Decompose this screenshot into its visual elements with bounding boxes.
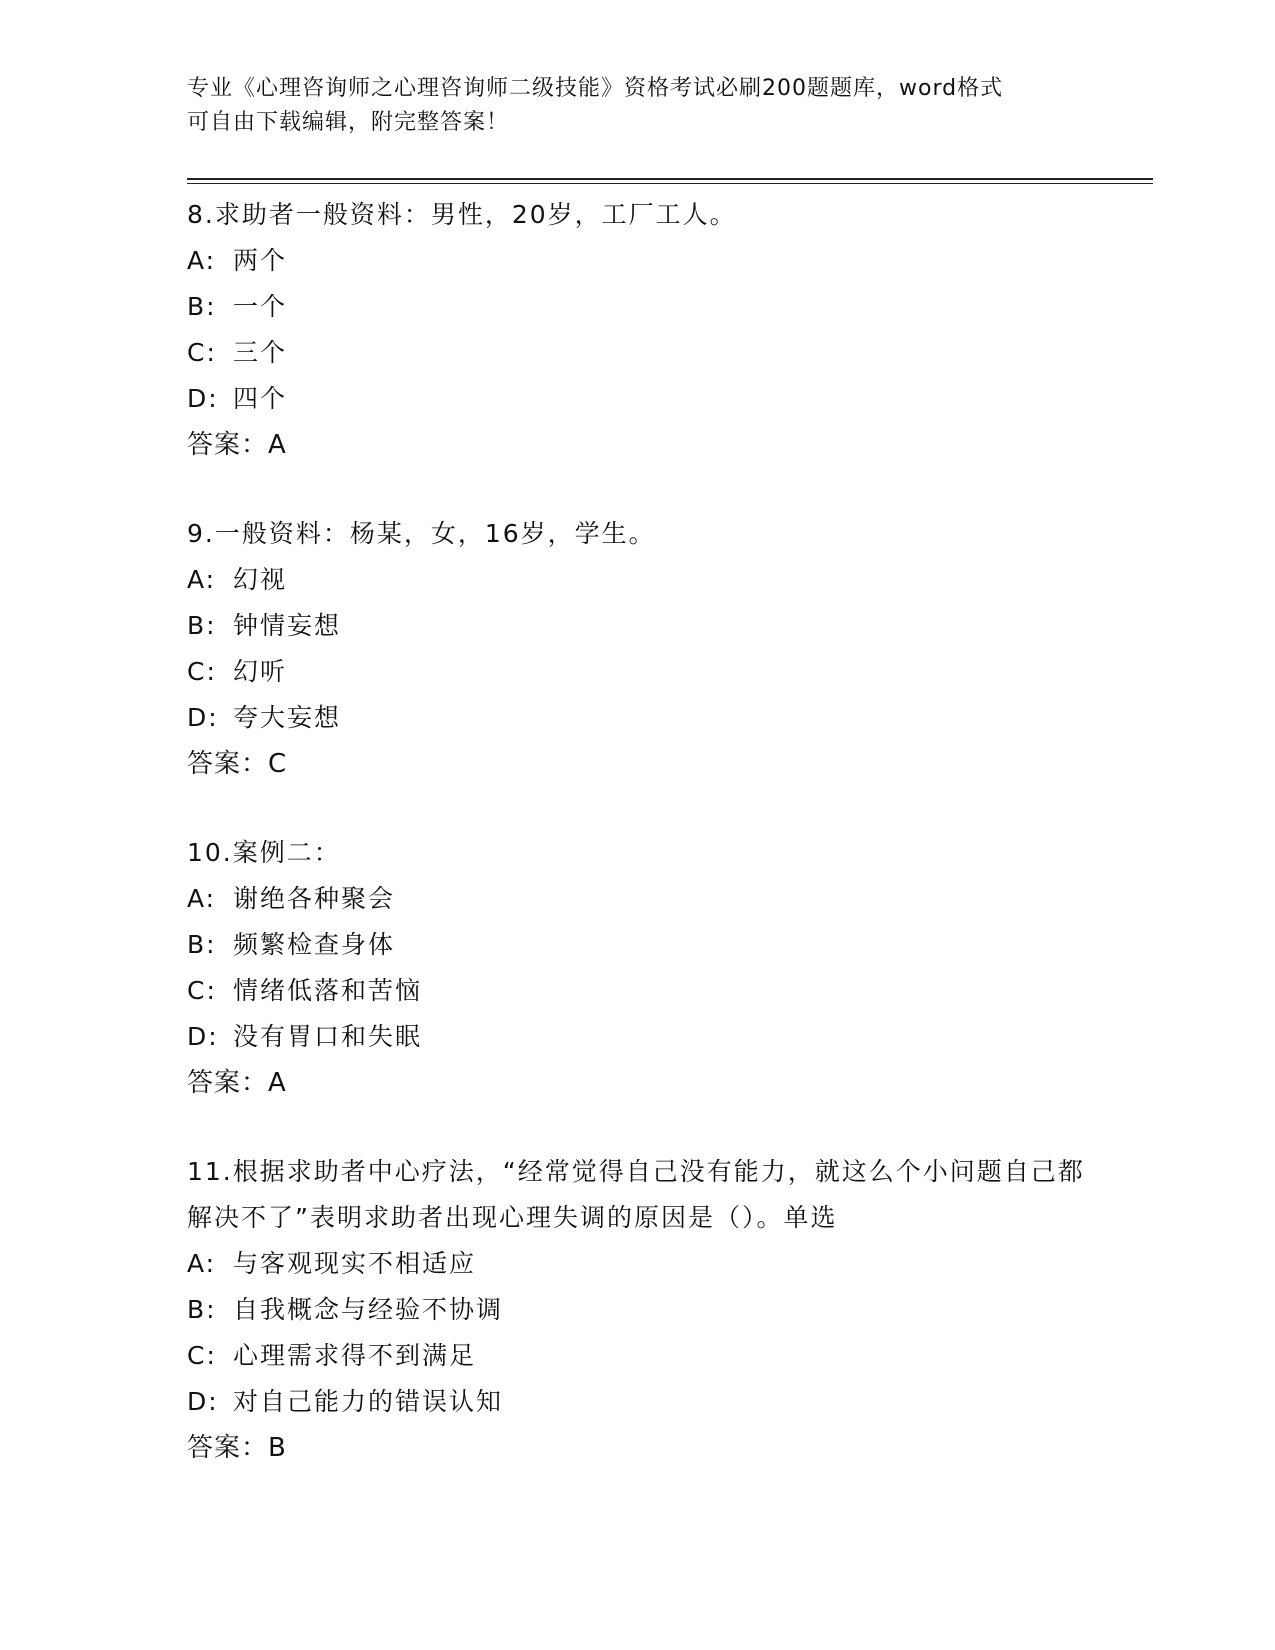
option-text: 两个 xyxy=(233,246,288,275)
question-9 xyxy=(187,511,1087,787)
option-letter: B: xyxy=(187,930,217,959)
option-text: 四个 xyxy=(233,384,288,413)
option-letter: B: xyxy=(187,611,217,640)
header-line-2: 可自由下载编辑，附完整答案！ xyxy=(187,110,510,135)
option-letter: B: xyxy=(187,292,217,321)
option-a xyxy=(187,876,1087,922)
option-letter: C: xyxy=(187,657,217,686)
question-11 xyxy=(187,1149,1087,1471)
option-text: 没有胃口和失眠 xyxy=(233,1022,423,1051)
option-text: 三个 xyxy=(233,338,288,367)
option-text: 钟情妄想 xyxy=(233,611,342,640)
option-letter: B: xyxy=(187,1295,217,1324)
option-text: 自我概念与经验不协调 xyxy=(233,1295,504,1324)
option-letter: A: xyxy=(187,565,217,594)
option-letter: D: xyxy=(187,703,219,732)
answer-line: 答案：A xyxy=(187,430,287,460)
option-a xyxy=(187,557,1087,603)
option-c xyxy=(187,1333,1087,1379)
option-letter: A: xyxy=(187,884,217,913)
question-stem: 9.一般资料：杨某，女，16岁，学生。 xyxy=(187,519,656,548)
option-letter: D: xyxy=(187,1387,219,1416)
option-letter: A: xyxy=(187,246,217,275)
option-text: 情绪低落和苦恼 xyxy=(233,976,423,1005)
option-text: 频繁检查身体 xyxy=(233,930,396,959)
question-8 xyxy=(187,192,1087,468)
option-d xyxy=(187,376,1087,422)
option-b xyxy=(187,284,1087,330)
answer-line: 答案：B xyxy=(187,1433,287,1463)
answer-line: 答案：C xyxy=(187,749,288,779)
option-b xyxy=(187,1287,1087,1333)
option-text: 对自己能力的错误认知 xyxy=(233,1387,504,1416)
question-10 xyxy=(187,830,1087,1106)
question-stem: 10.案例二： xyxy=(187,838,341,867)
option-a xyxy=(187,1241,1087,1287)
question-stem: 11.根据求助者中心疗法，“经常觉得自己没有能力，就这么个小问题自己都解决不了”表明求助者出现心理失调的原因是（）。单选 xyxy=(187,1157,1085,1232)
question-list xyxy=(187,192,1087,1514)
option-letter: D: xyxy=(187,1022,219,1051)
option-text: 与客观现实不相适应 xyxy=(233,1249,477,1278)
option-letter: C: xyxy=(187,976,217,1005)
option-b xyxy=(187,603,1087,649)
option-b xyxy=(187,922,1087,968)
option-letter: C: xyxy=(187,1341,217,1370)
option-text: 夸大妄想 xyxy=(233,703,342,732)
option-d xyxy=(187,695,1087,741)
header-divider xyxy=(187,178,1153,180)
answer-line: 答案：A xyxy=(187,1068,287,1098)
option-text: 幻视 xyxy=(233,565,288,594)
option-d xyxy=(187,1014,1087,1060)
question-stem: 8.求助者一般资料：男性，20岁，工厂工人。 xyxy=(187,200,737,229)
option-d xyxy=(187,1379,1087,1425)
document-header xyxy=(187,72,1087,140)
option-c xyxy=(187,968,1087,1014)
header-divider-thin xyxy=(187,183,1153,184)
option-text: 谢绝各种聚会 xyxy=(233,884,396,913)
option-text: 心理需求得不到满足 xyxy=(233,1341,477,1370)
option-a xyxy=(187,238,1087,284)
option-text: 幻听 xyxy=(233,657,288,686)
option-letter: C: xyxy=(187,338,217,367)
option-c xyxy=(187,649,1087,695)
header-line-1: 专业《心理咨询师之心理咨询师二级技能》资格考试必刷200题题库，word格式 xyxy=(187,76,1004,101)
option-c xyxy=(187,330,1087,376)
option-letter: D: xyxy=(187,384,219,413)
option-text: 一个 xyxy=(233,292,288,321)
option-letter: A: xyxy=(187,1249,217,1278)
